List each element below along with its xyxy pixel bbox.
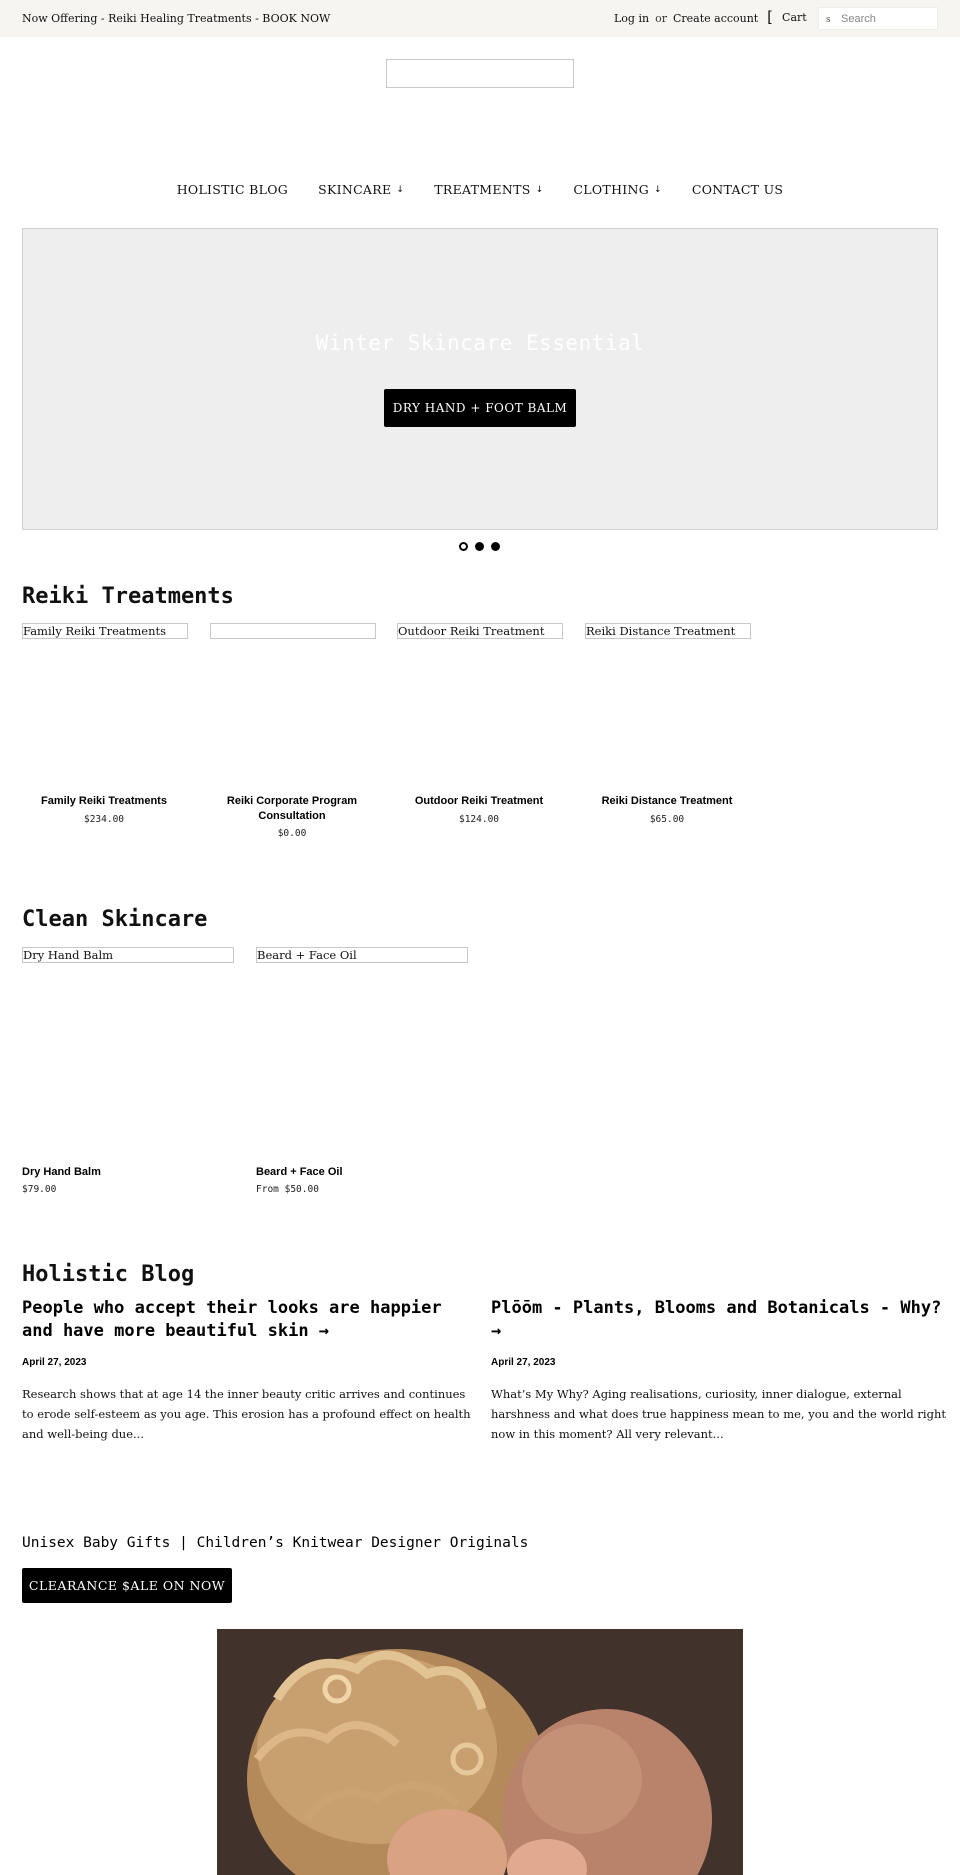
product-card[interactable] xyxy=(256,947,468,1197)
product-price: $234.00 xyxy=(83,814,125,825)
reiki-section-title: Reiki Treatments xyxy=(22,584,234,609)
cart-link[interactable] xyxy=(765,10,807,25)
slide-dot-3[interactable] xyxy=(491,542,500,551)
product-card[interactable] xyxy=(585,623,751,843)
product-name[interactable]: Reiki Corporate Program Consultation xyxy=(226,795,358,822)
blog-section-title: Holistic Blog xyxy=(22,1262,195,1287)
nav-item-treatments[interactable] xyxy=(434,182,543,197)
slideshow-dots xyxy=(459,542,500,551)
chevron-down-icon: ↓ xyxy=(396,184,405,195)
cart-label: Cart xyxy=(782,11,807,24)
product-name[interactable]: Family Reiki Treatments xyxy=(41,795,167,807)
blog-post-title[interactable]: Plōōm - Plants, Blooms and Botanicals - Why? → xyxy=(491,1298,942,1341)
announcement-bar xyxy=(0,0,960,37)
skincare-section-title: Clean Skincare xyxy=(22,907,208,932)
site-logo[interactable] xyxy=(386,59,574,88)
search-icon[interactable]: s xyxy=(826,15,831,25)
search-box[interactable] xyxy=(818,7,938,30)
product-card[interactable] xyxy=(22,623,188,843)
product-image[interactable]: Beard + Face Oil xyxy=(256,947,468,963)
blog-post-excerpt: What’s My Why? Aging realisations, curiosity, inner dialogue, external harshness and what does true happiness mean to me, you and the world right now in this moment? All very relevant... xyxy=(491,1387,946,1441)
product-price: $79.00 xyxy=(22,1184,57,1195)
cart-icon: [ xyxy=(765,8,775,26)
product-image[interactable]: Reiki Distance Treatment xyxy=(585,623,751,639)
photo-illustration xyxy=(217,1629,743,1875)
create-account-link[interactable]: Create account xyxy=(672,12,759,25)
or-text: or xyxy=(655,12,667,25)
blog-post-date: April 27, 2023 xyxy=(22,1357,87,1368)
hero-slideshow xyxy=(22,228,938,530)
nav-label: TREATMENTS xyxy=(434,182,531,197)
product-card[interactable] xyxy=(210,623,376,843)
nav-item-skincare[interactable] xyxy=(318,182,404,197)
product-price: $0.00 xyxy=(277,828,307,839)
chevron-down-icon: ↓ xyxy=(654,184,662,195)
hero-cta-button[interactable]: DRY HAND + FOOT BALM xyxy=(384,389,576,427)
nav-label: CONTACT US xyxy=(691,182,784,197)
knitwear-section-title: Unisex Baby Gifts | Children’s Knitwear Designer Originals xyxy=(22,1535,529,1551)
nav-item-holistic-blog[interactable] xyxy=(177,182,288,197)
product-image[interactable]: Family Reiki Treatments xyxy=(22,623,188,639)
product-name[interactable]: Dry Hand Balm xyxy=(22,1166,101,1178)
nav-label: SKINCARE xyxy=(318,182,392,197)
slide-dot-1[interactable] xyxy=(459,542,468,551)
blog-post-excerpt: Research shows that at age 14 the inner beauty critic arrives and continues to erode self-esteem as you age. This erosion has a profound effect on health and well-being due... xyxy=(22,1387,471,1441)
product-price: $124.00 xyxy=(458,814,500,825)
product-image[interactable] xyxy=(210,623,376,639)
login-link[interactable]: Log in xyxy=(614,12,650,25)
nav-item-clothing[interactable] xyxy=(573,182,661,197)
product-name[interactable]: Reiki Distance Treatment xyxy=(601,795,733,807)
product-image[interactable]: Dry Hand Balm xyxy=(22,947,234,963)
announcement-link[interactable]: Now Offering - Reiki Healing Treatments - BOOK NOW xyxy=(22,12,331,25)
product-card[interactable] xyxy=(397,623,563,843)
nav-label: HOLISTIC BLOG xyxy=(176,182,289,197)
blog-post-title[interactable]: People who accept their looks are happier and have more beautiful skin → xyxy=(22,1298,442,1341)
product-image[interactable]: Outdoor Reiki Treatment xyxy=(397,623,563,639)
product-name[interactable]: Beard + Face Oil xyxy=(256,1166,343,1178)
slide-dot-2[interactable] xyxy=(475,542,484,551)
baby-knitwear-photo[interactable] xyxy=(217,1629,743,1875)
product-price: From $50.00 xyxy=(256,1184,319,1195)
hero-title: Winter Skincare Essential xyxy=(315,331,645,355)
chevron-down-icon: ↓ xyxy=(535,184,544,195)
product-price: $65.00 xyxy=(649,814,685,825)
product-name[interactable]: Outdoor Reiki Treatment xyxy=(414,795,544,807)
nav-label: CLOTHING xyxy=(573,182,650,197)
clearance-sale-button[interactable]: CLEARANCE $ALE ON NOW xyxy=(22,1568,232,1603)
blog-post-date: April 27, 2023 xyxy=(491,1357,556,1368)
product-card[interactable] xyxy=(22,947,234,1197)
search-input[interactable] xyxy=(841,11,935,27)
main-nav xyxy=(0,182,960,197)
account-links xyxy=(614,12,758,25)
nav-item-contact-us[interactable] xyxy=(692,182,783,197)
